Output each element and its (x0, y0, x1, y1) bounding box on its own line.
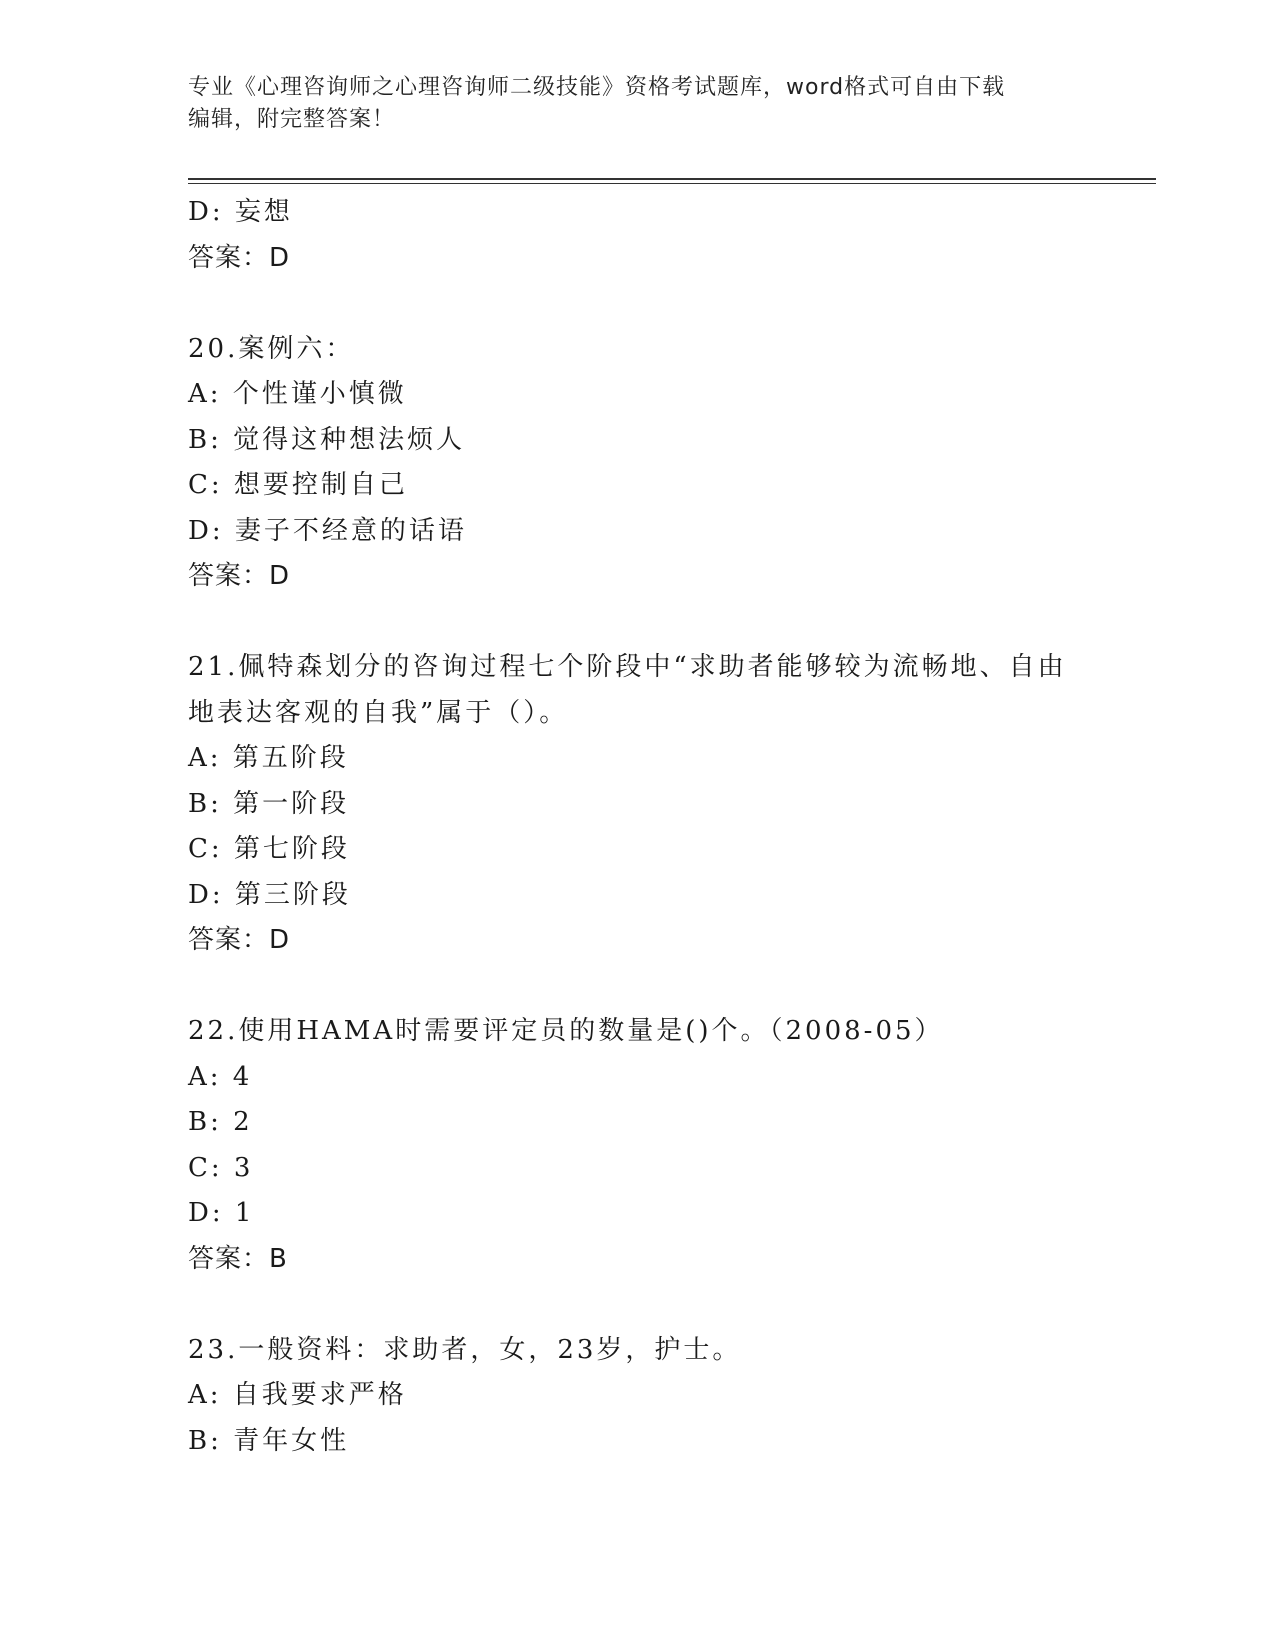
section-gap (188, 1282, 1088, 1328)
section-gap (188, 600, 1088, 646)
option-line: A: 4 (188, 1061, 253, 1092)
page-header (188, 72, 1088, 136)
option-line: A: 个性谨小慎微 (188, 379, 407, 409)
header-divider-thin (188, 183, 1156, 184)
option-line: D: 第三阶段 (188, 879, 351, 910)
option-line: C: 想要控制自己 (188, 470, 408, 500)
section-gap (188, 281, 1088, 327)
option-line: C: 第七阶段 (188, 834, 350, 864)
question-text: 地表达客观的自我”属于（）。 (188, 697, 569, 728)
option-line: D: 妄想 (188, 197, 293, 227)
header-line-2: 编辑，附完整答案！ (188, 107, 396, 132)
header-divider-thick (188, 178, 1156, 180)
question-text: 21.佩特森划分的咨询过程七个阶段中“求助者能够较为流畅地、自由 (188, 652, 1067, 682)
option-line: B: 青年女性 (188, 1425, 350, 1456)
option-line: A: 自我要求严格 (188, 1380, 407, 1410)
section-gap (188, 964, 1088, 1010)
option-line: A: 第五阶段 (188, 743, 349, 773)
answer-line: 答案：D (188, 561, 291, 591)
option-line: B: 2 (188, 1107, 253, 1137)
question-list (188, 190, 1088, 1464)
header-line-1: 专业《心理咨询师之心理咨询师二级技能》资格考试题库，word格式可自由下载 (188, 75, 1006, 100)
option-line: B: 觉得这种想法烦人 (188, 424, 466, 455)
question-text: 20.案例六： (188, 333, 355, 364)
option-line: D: 1 (188, 1198, 255, 1228)
answer-line: 答案：B (188, 1243, 288, 1274)
option-line: B: 第一阶段 (188, 788, 350, 819)
option-line: C: 3 (188, 1152, 254, 1183)
question-text: 23.一般资料：求助者，女，23岁，护士。 (188, 1334, 742, 1365)
option-line: D: 妻子不经意的话语 (188, 515, 467, 546)
question-text: 22.使用HAMA时需要评定员的数量是()个。（2008-05） (188, 1016, 944, 1046)
answer-line: 答案：D (188, 242, 291, 273)
answer-line: 答案：D (188, 925, 291, 955)
